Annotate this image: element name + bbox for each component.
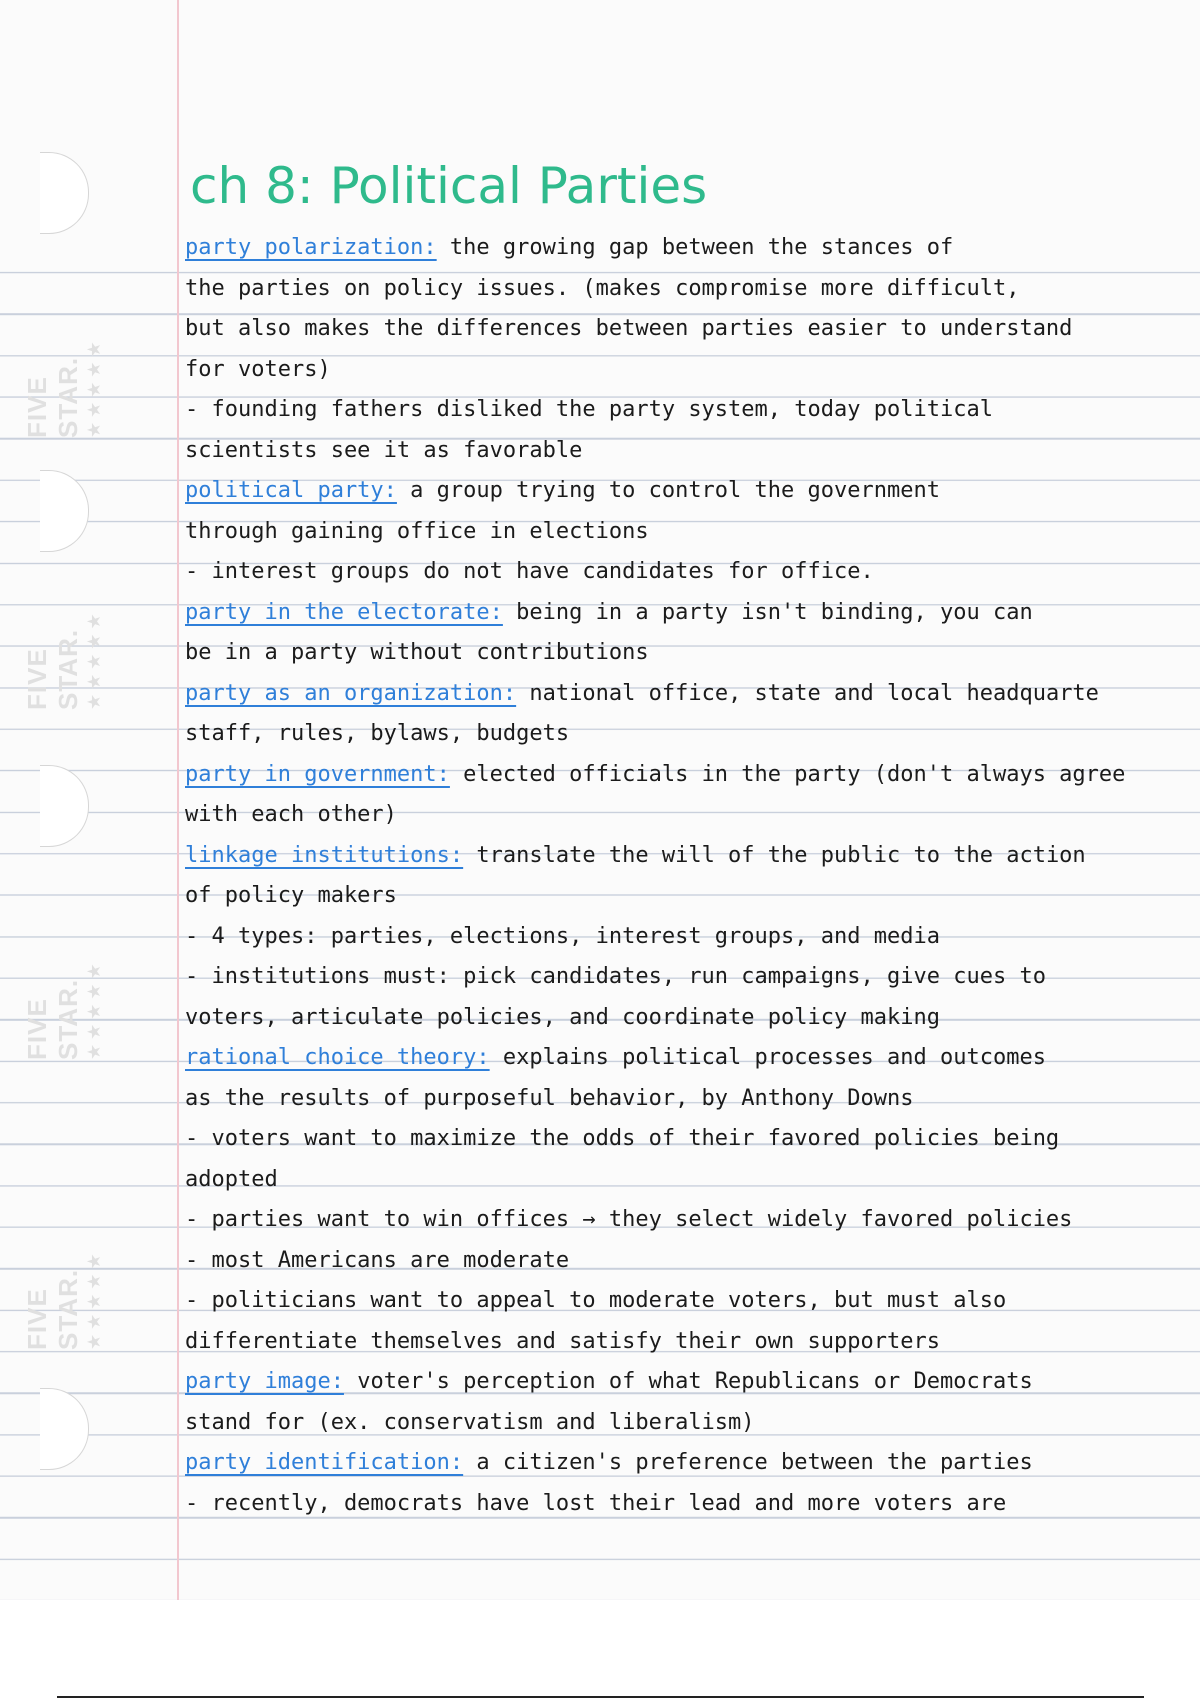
brand-text: FIVE STAR. — [22, 628, 83, 710]
handwritten-notes — [185, 156, 1195, 1524]
note-line — [185, 431, 1195, 472]
note-text: staff, rules, bylaws, budgets — [185, 721, 570, 746]
note-text: a citizen's preference between the parties — [463, 1450, 1033, 1475]
brand-watermark — [22, 1200, 104, 1350]
note-text: for voters) — [185, 356, 331, 382]
note-line — [185, 836, 1195, 877]
vocab-term: party image: — [185, 1369, 344, 1394]
binder-hole — [40, 470, 89, 552]
note-text: through gaining office in elections — [185, 518, 649, 544]
note-text: adopted — [185, 1166, 278, 1192]
vocab-term: party as an organization: — [185, 680, 517, 706]
note-text: voter's perception of what Republicans or Democrats — [343, 1369, 1033, 1394]
bottom-rule — [57, 1696, 1144, 1698]
note-text: - 4 types: parties, elections, interest groups, and media — [185, 923, 940, 949]
brand-stars: ★★★★★ — [84, 609, 104, 710]
brand-watermark — [22, 910, 104, 1060]
note-line — [185, 1403, 1195, 1444]
page-title: ch 8: Political Parties — [190, 157, 708, 215]
note-text: - politicians want to appeal to moderate voters, but must also — [185, 1288, 1007, 1313]
note-text: - institutions must: pick candidates, run campaigns, give cues to — [185, 964, 1046, 989]
brand-text: FIVE STAR. — [22, 1268, 83, 1350]
note-text: being in a party isn't binding, you can — [502, 599, 1033, 625]
note-line — [185, 593, 1195, 634]
note-line — [185, 1200, 1195, 1241]
vocab-term: rational choice theory: — [185, 1045, 490, 1070]
vocab-term: party in government: — [185, 761, 450, 787]
note-text: - parties want to win offices → they select widely favored policies — [185, 1207, 1073, 1232]
note-line — [185, 633, 1195, 674]
note-text: the parties on policy issues. (makes compromise more difficult, — [185, 275, 1020, 301]
brand-stars: ★★★★★ — [84, 337, 104, 438]
vocab-term: party polarization: — [185, 235, 437, 260]
note-line — [185, 471, 1195, 512]
note-text: of policy makers — [185, 883, 397, 908]
note-line — [185, 350, 1195, 391]
margin-line — [177, 0, 179, 1600]
note-text: elected officials in the party (don't always agree — [449, 761, 1126, 787]
brand-text: FIVE STAR. — [22, 978, 83, 1060]
note-line — [185, 795, 1195, 836]
note-text: - interest groups do not have candidates for office. — [185, 559, 874, 584]
note-text: the growing gap between the stances of — [436, 235, 954, 260]
note-line — [185, 998, 1195, 1039]
note-line — [185, 1322, 1195, 1363]
note-line — [185, 228, 1195, 269]
note-text: with each other) — [185, 802, 397, 827]
note-line — [185, 269, 1195, 310]
note-line — [185, 1119, 1195, 1160]
note-line — [185, 957, 1195, 998]
note-line — [185, 1362, 1195, 1403]
note-text: translate the will of the public to the action — [463, 842, 1086, 868]
note-text: be in a party without contributions — [185, 640, 649, 665]
note-text: voters, articulate policies, and coordinate policy making — [185, 1004, 940, 1030]
note-text: national office, state and local headquarte — [516, 680, 1099, 706]
brand-stars: ★★★★★ — [84, 1249, 104, 1350]
note-line — [185, 390, 1195, 431]
note-line — [185, 674, 1195, 715]
brand-watermark — [22, 560, 104, 710]
binder-hole — [40, 765, 89, 847]
note-line — [185, 755, 1195, 796]
note-line — [185, 512, 1195, 553]
note-line — [185, 552, 1195, 593]
note-text: - founding fathers disliked the party system, today political — [185, 397, 993, 422]
note-text: stand for (ex. conservatism and liberalism) — [185, 1409, 755, 1435]
brand-text: FIVE STAR. — [22, 356, 83, 438]
note-line — [185, 1281, 1195, 1322]
note-line — [185, 714, 1195, 755]
binder-hole — [40, 1388, 89, 1470]
note-line — [185, 1038, 1195, 1079]
note-line — [185, 1443, 1195, 1484]
note-line — [185, 1079, 1195, 1120]
vocab-term: linkage institutions: — [185, 842, 464, 868]
note-text: - recently, democrats have lost their lead and more voters are — [185, 1490, 1007, 1516]
note-line — [185, 1241, 1195, 1282]
brand-watermark — [22, 288, 104, 438]
vocab-term: political party: — [185, 478, 397, 503]
note-text: differentiate themselves and satisfy their own supporters — [185, 1328, 940, 1354]
note-line — [185, 876, 1195, 917]
vocab-term: party identification: — [185, 1450, 464, 1475]
note-text: as the results of purposeful behavior, by Anthony Downs — [185, 1085, 914, 1111]
note-line — [185, 1484, 1195, 1525]
note-lines — [185, 228, 1195, 1524]
note-text: explains political processes and outcomes — [489, 1045, 1046, 1070]
note-line — [185, 1160, 1195, 1201]
note-line — [185, 309, 1195, 350]
note-text: - voters want to maximize the odds of their favored policies being — [185, 1126, 1060, 1151]
vocab-term: party in the electorate: — [185, 599, 503, 625]
note-text: a group trying to control the government — [396, 478, 940, 503]
brand-stars: ★★★★★ — [84, 959, 104, 1060]
note-text: scientists see it as favorable — [185, 437, 583, 463]
note-text: - most Americans are moderate — [185, 1247, 570, 1273]
note-line — [185, 917, 1195, 958]
note-text: but also makes the differences between parties easier to understand — [185, 316, 1073, 341]
